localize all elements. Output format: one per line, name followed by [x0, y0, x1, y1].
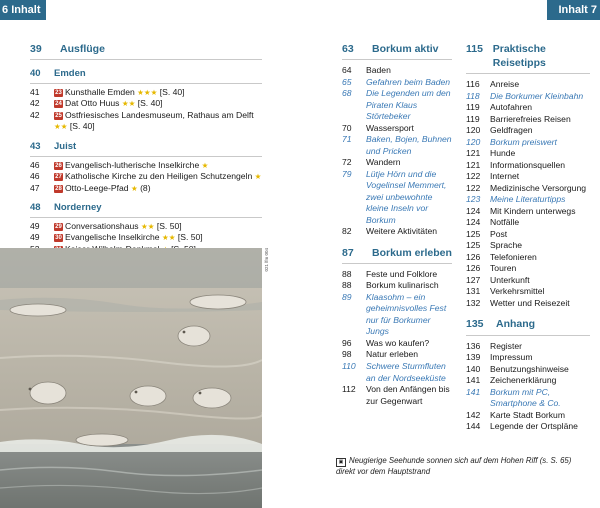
toc-entry[interactable] — [466, 102, 590, 114]
entry-page: 71 — [342, 134, 352, 145]
entry-page: 125 — [466, 240, 481, 251]
entry-page: 68 — [342, 88, 352, 99]
toc-entry[interactable] — [466, 375, 590, 387]
entry-page: 72 — [342, 157, 352, 168]
entry-page: 116 — [466, 79, 480, 90]
map-reference: (8) — [140, 182, 151, 193]
toc-entry[interactable] — [342, 361, 452, 384]
entry-text: Wandern — [366, 157, 401, 168]
entry-page: 124 — [466, 217, 481, 228]
section-borkum-aktiv — [342, 42, 452, 407]
seals-on-sandbank-image — [0, 248, 262, 508]
subsection-heading[interactable] — [30, 202, 262, 218]
entry-text: Notfälle — [490, 217, 520, 228]
entry-page: 127 — [466, 274, 481, 285]
entry-page: 136 — [466, 340, 481, 351]
entry-text: Borkum kulinarisch — [366, 280, 439, 291]
entry-text: Conversationshaus — [65, 220, 139, 231]
entry-page: 123 — [466, 194, 481, 205]
sight-entry[interactable] — [30, 160, 262, 172]
entry-page: 89 — [342, 291, 352, 302]
toc-entry[interactable] — [466, 125, 590, 137]
entry-content — [54, 160, 262, 172]
entry-text: Touren — [490, 263, 517, 274]
star-rating-icon: ★ — [130, 183, 138, 193]
star-rating-icon: ★★ — [161, 233, 176, 243]
entry-content — [54, 183, 262, 195]
toc-entry[interactable] — [342, 292, 452, 338]
entry-text: Was wo kaufen? — [366, 337, 430, 348]
toc-entry[interactable] — [466, 194, 590, 206]
entry-page: 65 — [342, 76, 352, 87]
toc-entry[interactable] — [466, 387, 590, 410]
entry-page: 88 — [342, 268, 352, 279]
toc-entry[interactable] — [342, 226, 452, 238]
entry-text: Verkehrsmittel — [490, 286, 545, 297]
seal-photo — [0, 248, 262, 508]
section-reisetipps — [466, 42, 590, 433]
toc-entry[interactable] — [342, 269, 452, 281]
entry-page: 46 — [30, 171, 40, 182]
entry-page: 126 — [466, 251, 481, 262]
borkum-aktiv-list — [342, 65, 452, 238]
star-rating-icon: ★ — [201, 160, 209, 170]
entry-content — [54, 110, 262, 133]
entry-text: Baden — [366, 65, 391, 76]
toc-entry[interactable] — [466, 160, 590, 172]
toc-entry[interactable] — [466, 148, 590, 160]
map-reference: [S. 40] — [137, 98, 163, 109]
entry-text: Telefonieren — [490, 251, 537, 262]
toc-entry[interactable] — [466, 364, 590, 376]
entry-text: Sprache — [490, 240, 523, 251]
entry-page: 144 — [466, 421, 481, 432]
subsection-title: Norderney — [54, 202, 102, 214]
sight-entry[interactable] — [30, 98, 262, 110]
entry-text: Lütje Hörn und die Vogelinsel Memmert, zwei unbewohnte kleine Inseln vor Borkum — [366, 168, 447, 225]
entry-text: Medizinische Versorgung — [490, 182, 587, 193]
toc-entry[interactable] — [466, 137, 590, 149]
section-title: Borkum erleben — [372, 246, 452, 259]
entry-content — [54, 98, 262, 110]
section-title: Borkum aktiv — [372, 43, 439, 55]
entry-page: 98 — [342, 349, 352, 360]
toc-entry[interactable] — [342, 123, 452, 135]
sight-number-badge: 24 — [55, 101, 62, 108]
star-rating-icon: ★★ — [54, 122, 68, 132]
toc-entry[interactable] — [342, 134, 452, 157]
entry-page: 88 — [342, 280, 352, 291]
entry-page: 41 — [30, 86, 40, 97]
section-page: 39 — [30, 43, 42, 55]
entry-text: Zeichenerklärung — [490, 375, 557, 386]
entry-content — [54, 87, 262, 99]
entry-page: 82 — [342, 226, 352, 237]
map-reference: [S. 50] — [177, 232, 203, 243]
entry-text: Evangelische Inselkirche — [65, 232, 160, 243]
borkum-erleben-list — [342, 269, 452, 407]
entry-page: 42 — [30, 98, 40, 109]
entry-text: Baken, Bojen, Buhnen und Pricken — [366, 134, 452, 156]
entry-text: Karte Stadt Borkum — [490, 409, 565, 420]
sight-number-badge: 25 — [55, 112, 62, 119]
entry-text: Ostfriesisches Landesmuseum, Rathaus am Delft — [65, 109, 254, 120]
entry-page: 142 — [466, 409, 481, 420]
map-reference: [S. 50] — [156, 220, 182, 231]
entry-text: Natur erleben — [366, 349, 419, 360]
entry-page: 119 — [466, 113, 480, 124]
sight-entry[interactable] — [30, 232, 262, 244]
entry-text: Borkum mit PC, Smartphone & Co. — [490, 386, 561, 409]
entry-page: 46 — [30, 159, 40, 170]
sight-number-badge: 26 — [55, 162, 62, 169]
entry-page: 110 — [342, 360, 356, 371]
section-heading[interactable] — [342, 246, 452, 264]
entry-text: Kunsthalle Emden — [65, 86, 135, 97]
toc-entry[interactable] — [466, 206, 590, 218]
entry-page: 125 — [466, 228, 481, 239]
section-heading[interactable] — [466, 317, 590, 335]
section-heading[interactable] — [30, 42, 262, 60]
entry-text: Gefahren beim Baden — [366, 76, 451, 87]
entry-text: Otto-Leege-Pfad — [65, 182, 129, 193]
toc-entry[interactable] — [466, 79, 590, 91]
entry-page: 141 — [466, 386, 481, 397]
entry-text: Register — [490, 340, 522, 351]
entry-text: Klaasohm – ein geheimnisvolles Fest nur für Borkumer Jungs — [366, 291, 447, 337]
section-heading[interactable] — [342, 42, 452, 60]
left-header-title: Inhalt — [11, 4, 41, 16]
entry-text: Dat Otto Huus — [65, 98, 120, 109]
sight-entry[interactable] — [30, 110, 262, 133]
entry-page: 64 — [342, 65, 352, 76]
sight-entry[interactable] — [30, 87, 262, 99]
sight-entry[interactable] — [30, 171, 262, 183]
sight-number-badge: 23 — [55, 89, 62, 96]
star-rating-icon: ★★ — [140, 221, 155, 231]
section-page: 63 — [342, 43, 354, 55]
entry-page: 120 — [466, 136, 481, 147]
entry-page: 124 — [466, 205, 481, 216]
subsection-page: 43 — [30, 140, 41, 152]
sight-entry[interactable] — [30, 221, 262, 233]
entry-page: 49 — [30, 220, 40, 231]
entry-page: 112 — [342, 384, 356, 395]
entry-text: Geldfragen — [490, 125, 533, 136]
map-reference: [S. 40] — [69, 121, 95, 132]
entry-page: 121 — [466, 159, 481, 170]
entry-page: 141 — [466, 375, 481, 386]
anhang-list — [466, 341, 590, 433]
toc-entry[interactable] — [342, 384, 452, 407]
entry-text: Wetter und Reisezeit — [490, 297, 570, 308]
map-reference: [S. 40] — [159, 86, 185, 97]
entry-page: 132 — [466, 297, 481, 308]
entry-text: Feste und Folklore — [366, 268, 438, 279]
toc-entry[interactable] — [342, 157, 452, 169]
entry-page: 131 — [466, 286, 481, 297]
star-rating-icon: ★★★ — [137, 87, 158, 97]
toc-entry[interactable] — [466, 341, 590, 353]
section-page: 115 — [466, 43, 483, 55]
entry-text: Hunde — [490, 148, 516, 159]
entry-page: 47 — [30, 182, 40, 193]
entry-page: 140 — [466, 363, 481, 374]
entry-text: Internet — [490, 171, 520, 182]
entry-page: 120 — [466, 125, 481, 136]
entry-page: 122 — [466, 182, 481, 193]
entry-text: Impressum — [490, 352, 533, 363]
toc-entry[interactable] — [466, 217, 590, 229]
subsection-heading[interactable] — [30, 141, 262, 157]
entry-text: Benutzungshinweise — [490, 363, 569, 374]
sight-number-badge: 28 — [55, 185, 62, 192]
star-rating-icon: ★ — [254, 172, 262, 182]
sight-number-badge: 29 — [55, 223, 62, 230]
left-page-number: 6 — [2, 4, 9, 16]
entry-text: Schwere Sturmfluten an der Nordseeküste — [366, 360, 446, 383]
toc-entry[interactable] — [466, 263, 590, 275]
toc-entry[interactable] — [466, 298, 590, 310]
entry-text: Legende der Ortspläne — [490, 421, 578, 432]
subsection-title: Juist — [54, 140, 77, 152]
section-title: Praktische Reisetipps — [492, 43, 546, 70]
toc-entry[interactable] — [466, 240, 590, 252]
entry-text: Weitere Aktivitäten — [366, 226, 438, 237]
toc-entry[interactable] — [342, 349, 452, 361]
toc-entry[interactable] — [342, 280, 452, 292]
entry-text: Die Legenden um den Piraten Klaus Störtebeker — [366, 88, 451, 122]
subsection-page: 40 — [30, 68, 41, 80]
entry-page: 119 — [466, 102, 480, 113]
entry-page: 121 — [466, 148, 481, 159]
entry-content — [54, 232, 262, 244]
toc-entry[interactable] — [466, 410, 590, 422]
subsection-title: Emden — [54, 68, 86, 80]
entry-page: 49 — [30, 232, 40, 243]
entry-page: 70 — [342, 122, 352, 133]
entry-text: Katholische Kirche zu den Heiligen Schutzengeln — [65, 171, 253, 182]
toc-entry[interactable] — [342, 169, 452, 227]
sight-entry[interactable] — [30, 183, 262, 195]
entry-text: Evangelisch-lutherische Inselkirche — [65, 159, 200, 170]
sight-number-badge: 27 — [55, 174, 62, 181]
toc-entry[interactable] — [466, 183, 590, 195]
photo-caption — [336, 456, 586, 478]
reisetipps-list — [466, 79, 590, 309]
subsection-page: 48 — [30, 202, 41, 214]
entry-text: Die Borkumer Kleinbahn — [490, 90, 584, 101]
entry-text: Wassersport — [366, 122, 414, 133]
entry-text: Von den Anfängen bis zur Gegenwart — [366, 384, 450, 406]
section-title: Anhang — [496, 318, 536, 331]
entry-text: Borkum preiswert — [490, 136, 557, 147]
entry-page: 122 — [466, 171, 481, 182]
toc-entry[interactable] — [466, 275, 590, 287]
caption-text: Neugierige Seehunde sonnen sich auf dem Hohen Riff (s. S. 65) direkt vor dem Hauptstrand — [336, 456, 572, 476]
header-right-tab — [547, 0, 600, 20]
toc-entry[interactable] — [466, 229, 590, 241]
entry-page: 126 — [466, 263, 481, 274]
toc-entry[interactable] — [466, 352, 590, 364]
entry-page: 79 — [342, 168, 352, 179]
section-heading[interactable] — [466, 42, 590, 74]
camera-icon: ▣ — [336, 458, 346, 467]
entry-text: Post — [490, 228, 508, 239]
entry-text: Meine Literaturtipps — [490, 194, 566, 205]
toc-entry[interactable] — [342, 338, 452, 350]
toc-entry[interactable] — [342, 88, 452, 123]
entry-text: Unterkunft — [490, 274, 530, 285]
entry-text: Anreise — [490, 79, 520, 90]
entry-page: 118 — [466, 90, 480, 101]
entry-page: 139 — [466, 352, 481, 363]
entry-text: Mit Kindern unterwegs — [490, 205, 576, 216]
section-page: 135 — [466, 318, 484, 331]
section-title: Ausflüge — [60, 43, 105, 55]
toc-entry[interactable] — [466, 171, 590, 183]
right-header-title: Inhalt — [558, 4, 588, 16]
entry-content — [54, 171, 262, 183]
toc-entry[interactable] — [466, 91, 590, 103]
star-rating-icon: ★★ — [121, 99, 136, 109]
entry-text: Autofahren — [490, 102, 533, 113]
toc-entry[interactable] — [342, 77, 452, 89]
toc-entry[interactable] — [342, 65, 452, 77]
entry-content — [54, 221, 262, 233]
right-page-number: 7 — [590, 4, 597, 16]
entry-text: Informationsquellen — [490, 159, 566, 170]
toc-entry[interactable] — [466, 286, 590, 298]
toc-entry[interactable] — [466, 421, 590, 433]
photo-credit: 021 lfm 004 — [264, 248, 269, 272]
section-page: 87 — [342, 246, 354, 259]
entry-page: 42 — [30, 109, 40, 120]
subsection-heading[interactable] — [30, 68, 262, 84]
sight-number-badge: 30 — [55, 235, 62, 242]
entry-text: Barrierefreies Reisen — [490, 113, 571, 124]
toc-entry[interactable] — [466, 252, 590, 264]
toc-entry[interactable] — [466, 114, 590, 126]
entry-page: 96 — [342, 337, 352, 348]
header-left-tab — [0, 0, 46, 20]
